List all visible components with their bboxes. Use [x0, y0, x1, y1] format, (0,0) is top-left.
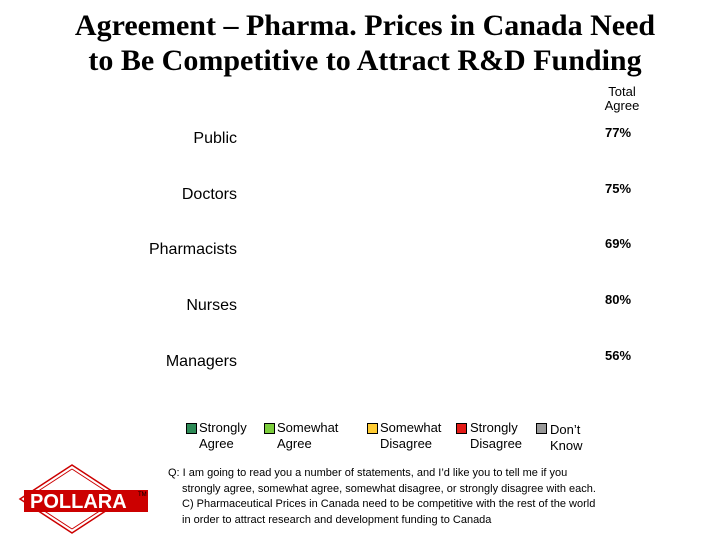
- legend-label-line: Disagree: [470, 436, 523, 451]
- question-line2: strongly agree, somewhat agree, somewhat disagree, or strongly disagree with each.: [182, 482, 596, 495]
- legend-swatch-somewhat-agree: [264, 423, 275, 434]
- legend-label-line: Somewhat: [380, 420, 442, 435]
- legend-swatch-somewhat-disagree: [367, 423, 378, 434]
- logo-text: POLLARA: [30, 491, 127, 513]
- legend-label-line: Don’t: [550, 422, 581, 437]
- legend-label-strongly-disagree: [470, 420, 522, 452]
- question-line3: C) Pharmaceutical Prices in Canada need to be competitive with the rest of the world: [182, 498, 596, 510]
- legend-swatch-strongly-disagree: [456, 423, 467, 434]
- total-agree-value-pharmacists: 69%: [605, 236, 632, 251]
- legend-label-somewhat-disagree: [380, 420, 441, 452]
- logo-trademark: TM: [138, 492, 147, 498]
- legend-label-somewhat-agree: [277, 420, 338, 452]
- legend-label-line: Strongly: [199, 420, 247, 435]
- question-line1: Q: I am going to read you a number of statements, and I’d like you to tell me if you: [168, 467, 568, 479]
- category-label-doctors: Doctors: [181, 186, 237, 203]
- legend-label-line: Agree: [199, 436, 234, 451]
- legend-label-line: Disagree: [380, 436, 433, 451]
- chart-title-line1: Agreement – Pharma. Prices in Canada Need: [74, 9, 656, 42]
- total-agree-header: [590, 85, 654, 113]
- category-label-public: Public: [193, 130, 237, 147]
- legend-swatch-dont-know: [536, 423, 547, 434]
- legend-label-line: Know: [550, 438, 583, 453]
- total-agree-value-nurses: 80%: [605, 292, 632, 307]
- legend-swatch-strongly-agree: [186, 423, 197, 434]
- total-agree-value-doctors: 75%: [605, 181, 632, 196]
- chart-title: [0, 8, 720, 78]
- category-label-pharmacists: Pharmacists: [148, 241, 237, 258]
- total-agree-value-public: 77%: [605, 125, 632, 140]
- question-text: [168, 466, 648, 528]
- legend-label-line: Somewhat: [277, 420, 339, 435]
- category-label-nurses: Nurses: [186, 297, 237, 314]
- question-line4: in order to attract research and development funding to Canada: [182, 513, 492, 526]
- total-agree-header-line1: Total: [608, 84, 636, 99]
- total-agree-header-line2: Agree: [604, 98, 640, 113]
- legend-label-line: Strongly: [470, 420, 518, 435]
- total-agree-value-managers: 56%: [605, 348, 632, 363]
- legend-label-strongly-agree: [199, 420, 247, 452]
- category-label-managers: Managers: [165, 353, 237, 370]
- pollara-logo: [14, 463, 156, 535]
- chart-title-line2: to Be Competitive to Attract R&D Funding: [88, 44, 642, 77]
- legend-label-line: Agree: [277, 436, 312, 451]
- legend-label-dont-know: [550, 422, 583, 454]
